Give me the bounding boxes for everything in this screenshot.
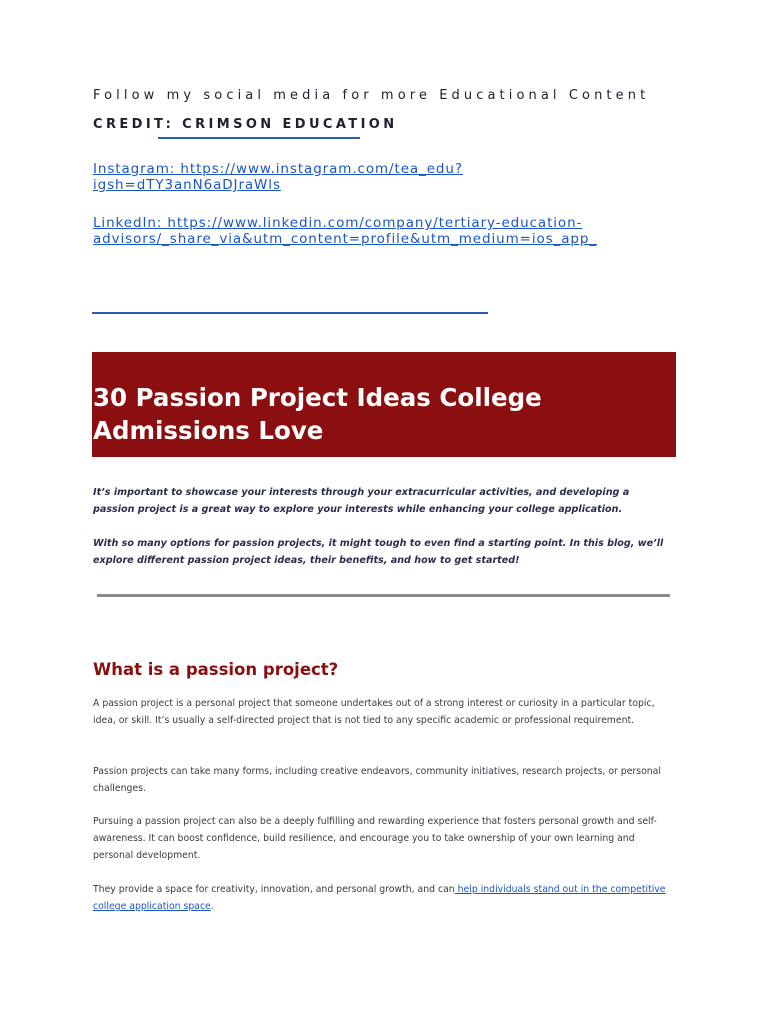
section-paragraph-1: A passion project is a personal project that someone undertakes out of a strong interest or curiosity in a particular topic, idea, or skill. It’s usually a self-directed project that is not tied to any specific academic or professional requirement. (93, 698, 655, 727)
section-paragraph-4 (93, 881, 677, 915)
credit-label: CREDIT: CRIMSON EDUCATION (93, 117, 398, 132)
title-banner (92, 352, 676, 457)
section-heading: What is a passion project? (93, 660, 339, 679)
gray-divider (97, 594, 670, 597)
intro-paragraph-1: It’s important to showcase your interests through your extracurricular activities, and developing a passion project is a great way to explore your interests while enhancing your college application. (93, 487, 630, 515)
follow-text: Follow my social media for more Educational Content (93, 88, 650, 103)
linkedin-link-line2: advisors/_share_via&utm_content=profile&utm_medium=ios_app_ (93, 231, 597, 247)
page-title-line1: 30 Passion Project Ideas College (93, 383, 542, 412)
intro-paragraph-2: With so many options for passion projects, it might tough to even find a starting point. In this blog, we’ll explore different passion project ideas, their benefits, and how to get started! (93, 538, 664, 566)
college-application-link[interactable]: help individuals stand out in the competitive college application space (93, 884, 666, 913)
page-title-line2: Admissions Love (93, 416, 324, 445)
credit-underline (158, 137, 360, 139)
instagram-link-line2: igsh=dTY3anN6aDJraWls (93, 177, 281, 193)
section-paragraph-2: Passion projects can take many forms, including creative endeavors, community initiatives, research projects, or personal challenges. (93, 766, 661, 795)
section-paragraph-3: Pursuing a passion project can also be a deeply fulfilling and rewarding experience that fosters personal growth and self-awareness. It can boost confidence, build resilience, and encourage you to take ownership of your own learning and personal development. (93, 816, 657, 862)
linkedin-link[interactable] (93, 215, 693, 247)
instagram-link[interactable] (93, 161, 693, 193)
page-title (93, 381, 653, 447)
blue-divider (92, 312, 488, 314)
section-paragraph-4-end: . (210, 901, 214, 913)
linkedin-link-line1: LinkedIn: https://www.linkedin.com/company/tertiary-education- (93, 215, 583, 231)
section-paragraph-4-text: They provide a space for creativity, innovation, and personal growth, and can (93, 884, 455, 895)
instagram-link-line1: Instagram: https://www.instagram.com/tea_edu? (93, 161, 463, 177)
